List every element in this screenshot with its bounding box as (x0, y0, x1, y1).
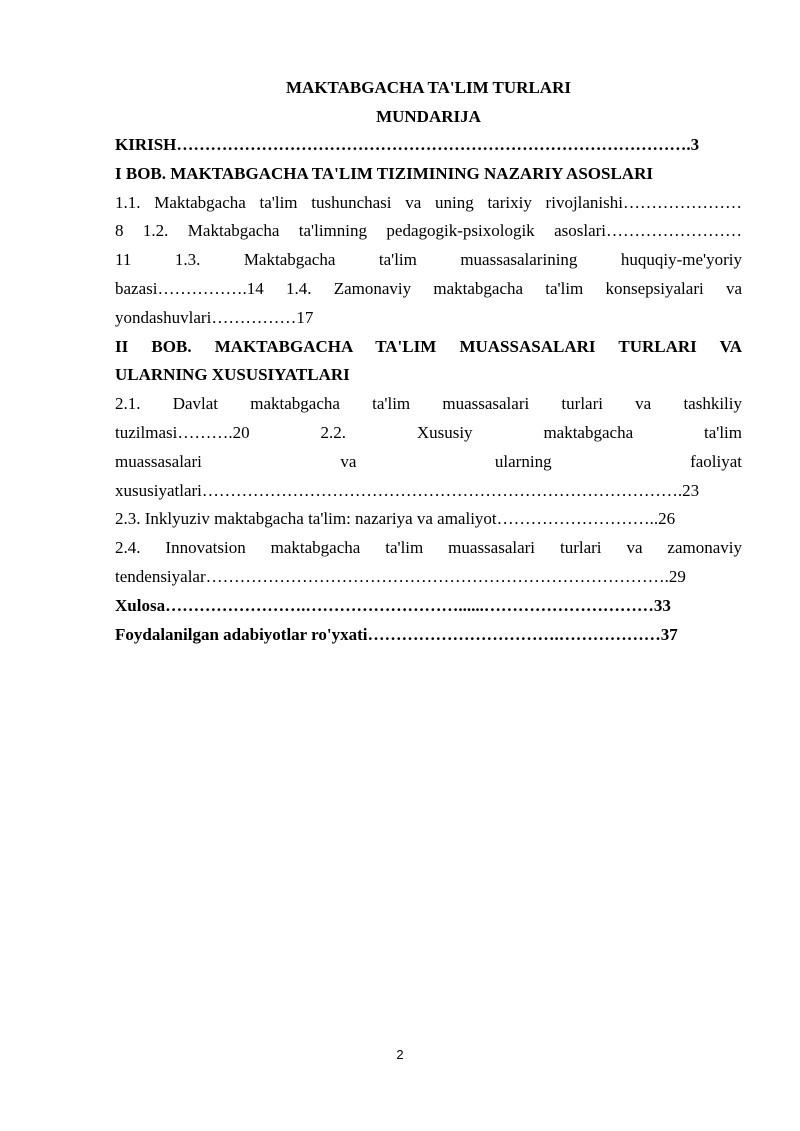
document-page (115, 73, 742, 649)
toc-line: 2.1. Davlat maktabgacha ta'lim muassasalari turlari va tashkiliy (115, 394, 742, 414)
toc-line: 11 1.3. Maktabgacha ta'lim muassasalarining huquqiy-me'yoriy (115, 250, 742, 270)
toc-line: KIRISH……………………………………………………………………………….3 (115, 135, 700, 154)
toc-line: II BOB. MAKTABGACHA TA'LIM MUASSASALARI TURLARI VA (115, 336, 742, 356)
toc-line: tuzilmasi……….20 2.2. Xususiy maktabgacha ta'lim (115, 422, 742, 442)
document-title: MAKTABGACHA TA'LIM TURLARI (286, 78, 571, 97)
toc-line: muassasalari va ularning faoliyat (115, 451, 742, 471)
toc-line: bazasi…………….14 1.4. Zamonaviy maktabgacha ta'lim konsepsiyalari va (115, 278, 742, 298)
toc-line: I BOB. MAKTABGACHA TA'LIM TIZIMINING NAZARIY ASOSLARI (115, 163, 653, 183)
toc-line: Xulosa…………………….………………………......…………………………33 (115, 595, 671, 615)
table-of-contents (115, 131, 742, 649)
toc-line: ULARNING XUSUSIYATLARI (115, 365, 350, 385)
toc-line: 1.1. Maktabgacha ta'lim tushunchasi va uning tarixiy rivojlanishi………………… (115, 192, 742, 212)
toc-line: xususiyatlari………………………………………………………………………….23 (115, 480, 700, 500)
page-number: 2 (396, 1047, 404, 1062)
toc-line: 2.3. Inklyuziv maktabgacha ta'lim: nazariya va amaliyot………………………..26 (115, 509, 676, 529)
toc-line: 8 1.2. Maktabgacha ta'limning pedagogik-psixologik asoslari…………………… (115, 221, 742, 241)
toc-line: 2.4. Innovatsion maktabgacha ta'lim muassasalari turlari va zamonaviy (115, 538, 742, 558)
toc-line: yondashuvlari……………17 (115, 307, 314, 327)
toc-line: tendensiyalar……………………………………………………………………….29 (115, 566, 686, 586)
toc-line: Foydalanilgan adabiyotlar ro'yxati…………………………….………………37 (115, 624, 678, 644)
toc-heading: MUNDARIJA (376, 107, 481, 126)
